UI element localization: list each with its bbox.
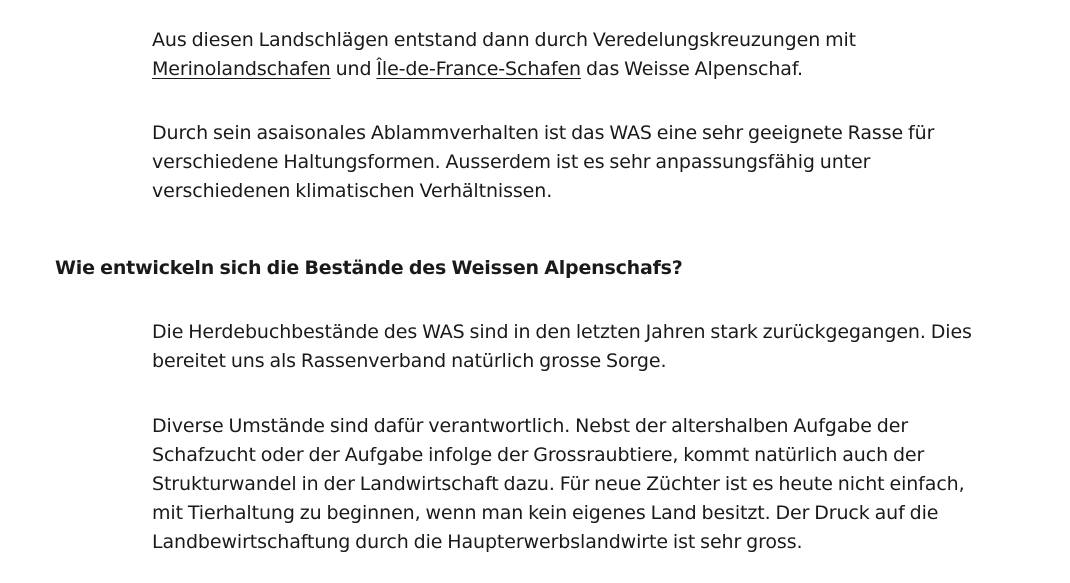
paragraph-breed-properties [152,119,1022,206]
connector-text: und [335,58,372,80]
paragraph-line: bereitet uns als Rassenverband natürlich grosse Sorge. [152,350,667,372]
paragraph-line: Diverse Umstände sind dafür verantwortlich. Nebst der altershalben Aufgabe der [152,415,909,437]
paragraph-line: verschiedene Haltungsformen. Ausserdem ist es sehr anpassungsfähig unter [152,151,871,173]
paragraph-herdbook-decline [152,318,1022,376]
paragraph-line: Schafzucht oder der Aufgabe infolge der Grossraubtiere, kommt natürlich auch der [152,444,925,466]
paragraph-line: verschiedenen klimatischen Verhältnissen. [152,180,553,202]
paragraph-line: Durch sein asaisonales Ablammverhalten ist das WAS eine sehr geeignete Rasse für [152,122,935,144]
paragraph-line-with-links [152,55,1022,84]
paragraph-line: Aus diesen Landschlägen entstand dann durch Veredelungskreuzungen mit [152,29,857,51]
paragraph-line: Strukturwandel in der Landwirtschaft dazu. Für neue Züchter ist es heute nicht einfach, [152,473,965,495]
paragraph-decline-causes [152,412,1022,557]
section-heading: Wie entwickeln sich die Bestände des Weissen Alpenschafs? [55,257,683,279]
paragraph-tail-text: das Weisse Alpenschaf. [585,58,803,80]
merinolandschafen-link[interactable]: Merinolandschafen [152,58,331,80]
paragraph-line: Die Herdebuchbestände des WAS sind in den letzten Jahren stark zurückgegangen. Dies [152,321,972,343]
ile-de-france-schafen-link[interactable]: Île-de-France-Schafen [376,58,581,80]
paragraph-line: Landbewirtschaftung durch die Haupterwerbslandwirte ist sehr gross. [152,531,803,553]
paragraph-line: mit Tierhaltung zu beginnen, wenn man kein eigenes Land besitzt. Der Druck auf die [152,502,939,524]
paragraph-breed-origin [152,26,1022,84]
